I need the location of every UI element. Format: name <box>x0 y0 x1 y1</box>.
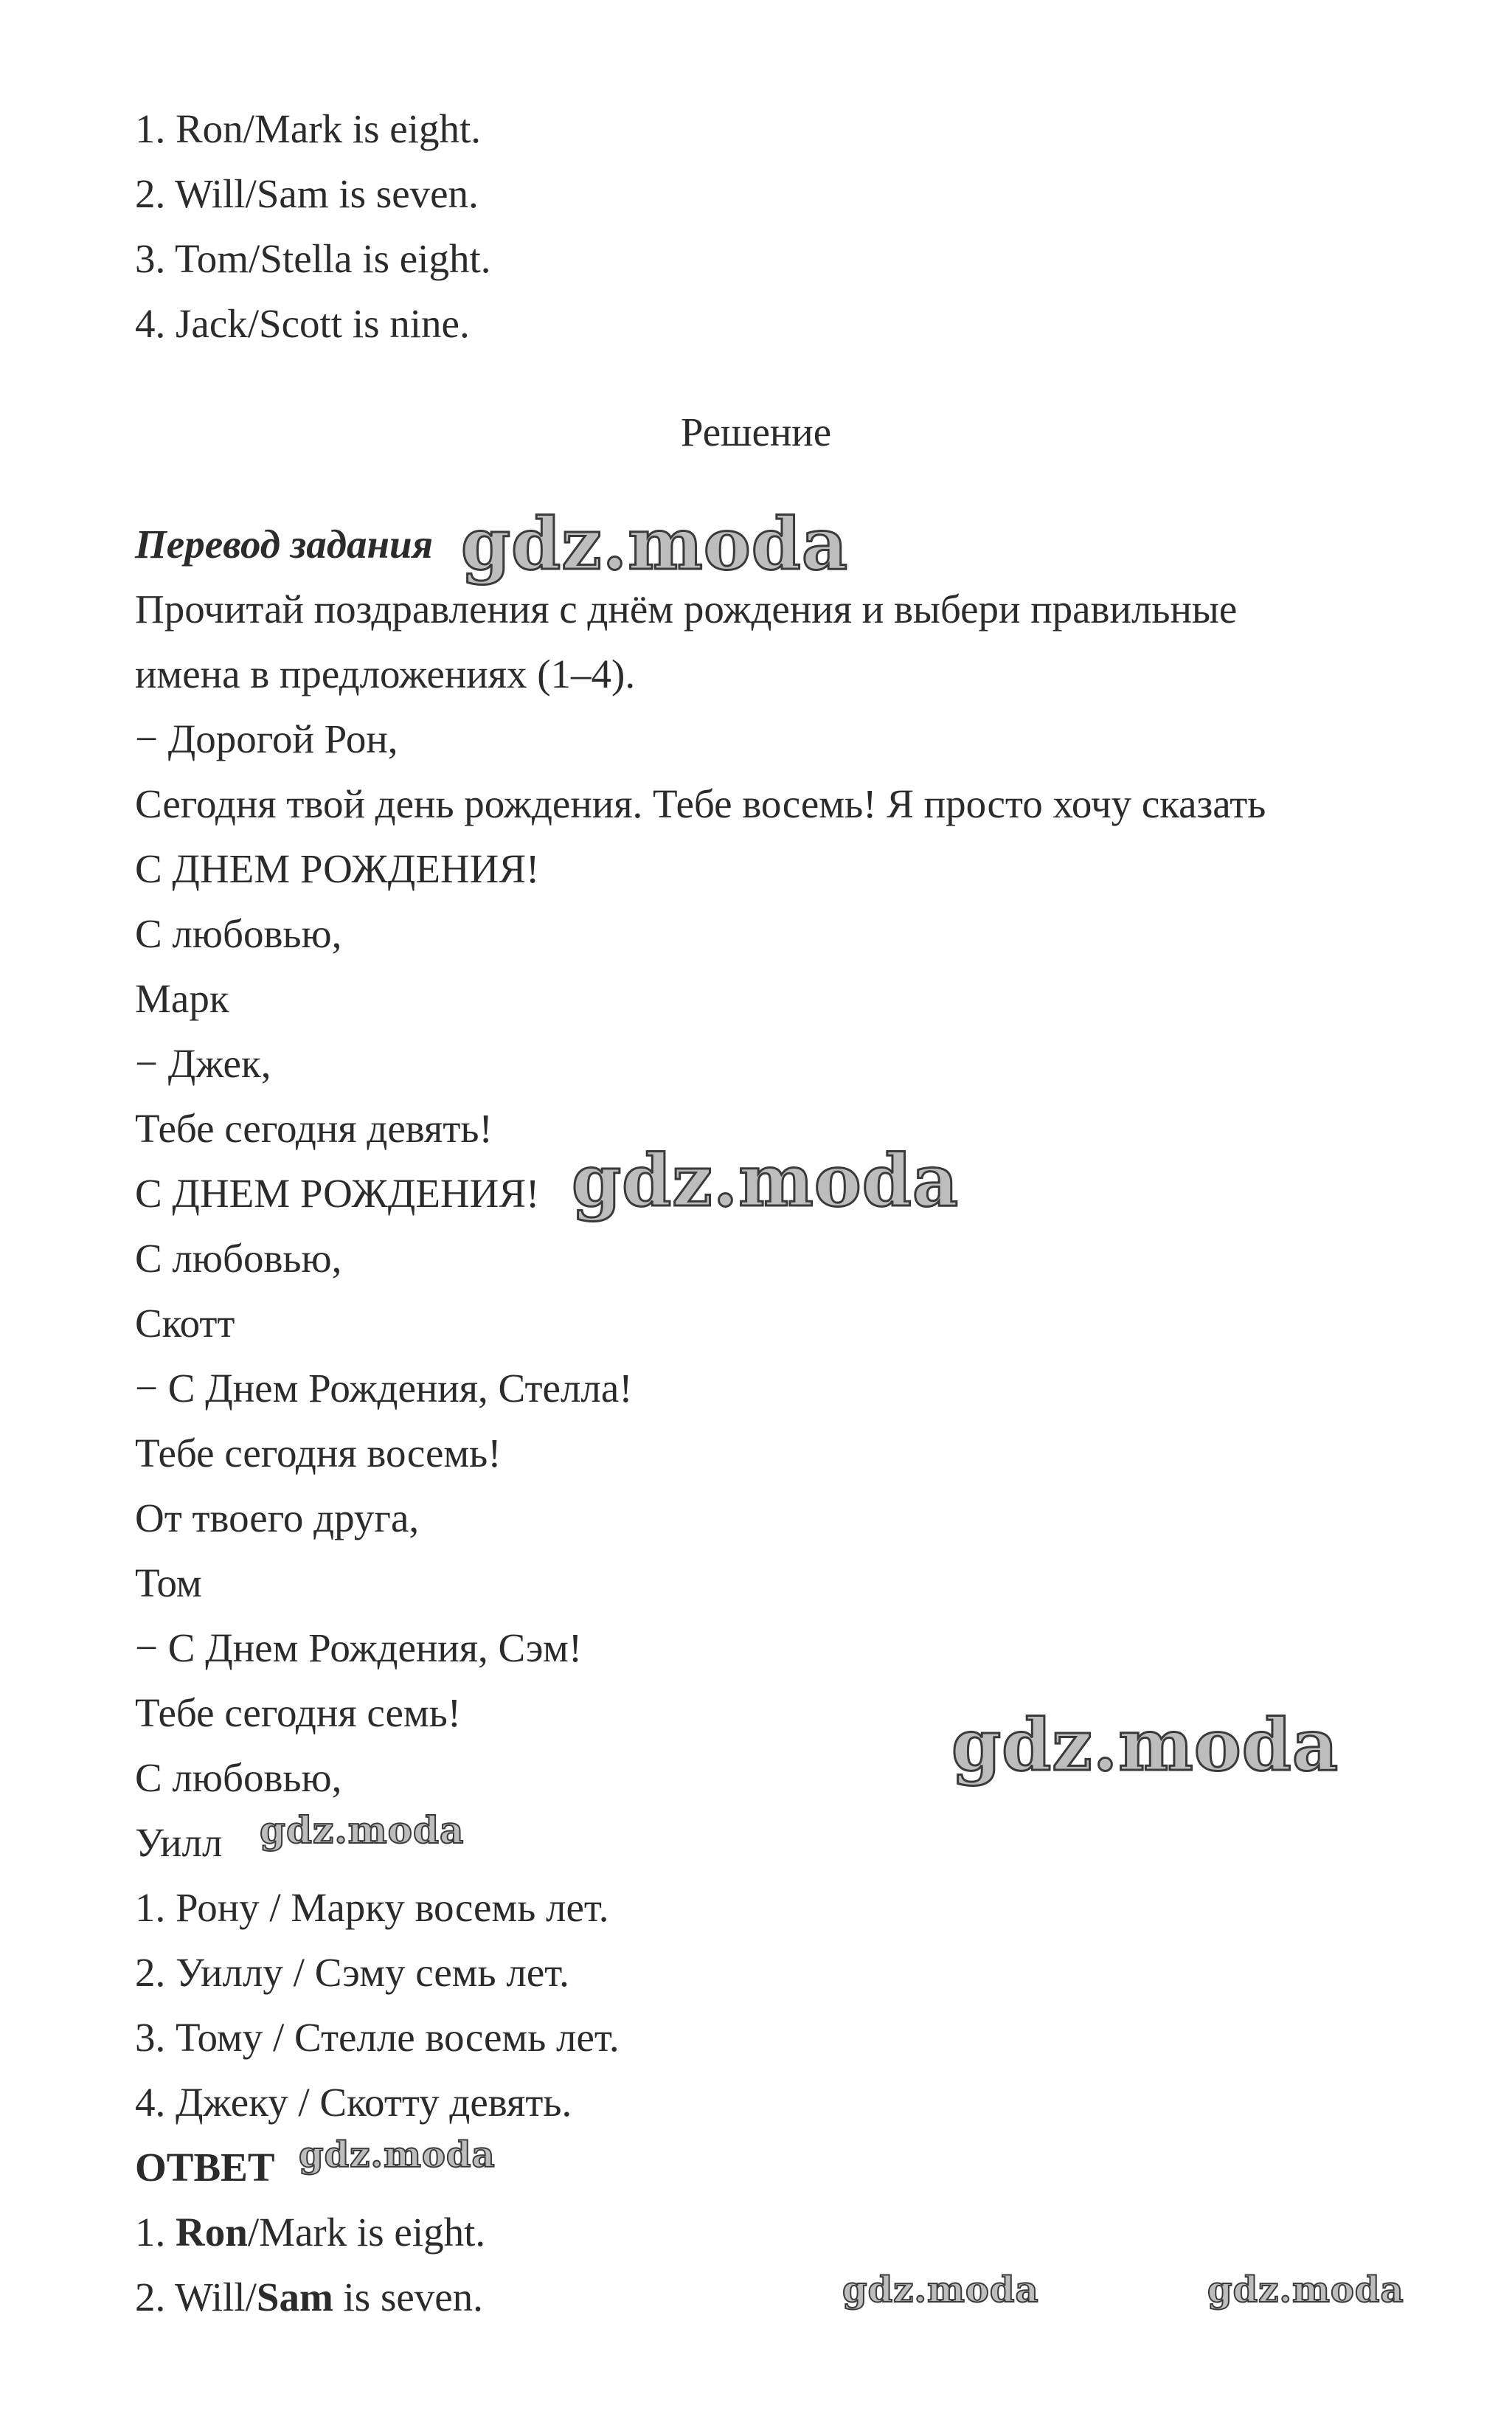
answer-heading: ОТВЕТ <box>135 2145 275 2190</box>
translation-line-13: − С Днем Рождения, Стелла! <box>135 1366 633 1411</box>
translation-line-6: С любовью, <box>135 911 342 956</box>
top-list-item-4: 4. Jack/Scott is nine. <box>135 301 470 346</box>
answer-1-num: 1. <box>135 2210 176 2255</box>
translation-line-24: 4. Джеку / Скотту девять. <box>135 2080 572 2125</box>
watermark-3: gdz.moda <box>951 1703 1339 1787</box>
watermark-1: gdz.moda <box>461 502 849 586</box>
translation-line-1: Прочитай поздравления с днём рождения и выбери правильные <box>135 587 1238 632</box>
translation-line-11: С любовью, <box>135 1236 342 1281</box>
watermark-2: gdz.moda <box>572 1139 960 1222</box>
watermark-6: gdz.moda <box>842 2269 1039 2311</box>
top-list-item-2: 2. Will/Sam is seven. <box>135 171 479 216</box>
watermark-7: gdz.moda <box>1207 2269 1404 2311</box>
translation-line-18: Тебе сегодня семь! <box>135 1690 462 1735</box>
translation-line-3: − Дорогой Рон, <box>135 716 398 761</box>
translation-line-19: С любовью, <box>135 1755 342 1800</box>
solution-heading: Решение <box>680 409 832 454</box>
translation-line-20: Уилл <box>135 1820 223 1865</box>
answer-2-pre: Will/ <box>175 2274 257 2320</box>
translation-line-2: имена в предложениях (1–4). <box>135 651 636 696</box>
watermark-5: gdz.moda <box>299 2134 496 2176</box>
translation-line-16: Том <box>135 1560 202 1605</box>
translation-line-23: 3. Тому / Стелле восемь лет. <box>135 2015 620 2060</box>
translation-line-14: Тебе сегодня восемь! <box>135 1431 502 1476</box>
translation-heading: Перевод задания <box>135 522 433 567</box>
translation-line-5: С ДНЕМ РОЖДЕНИЯ! <box>135 846 540 891</box>
translation-line-12: Скотт <box>135 1301 235 1346</box>
top-list-item-1: 1. Ron/Mark is eight. <box>135 106 482 151</box>
top-list-item-3: 3. Tom/Stella is eight. <box>135 236 491 281</box>
answer-2-rest: is seven. <box>333 2274 483 2320</box>
answer-2-num: 2. <box>135 2274 176 2320</box>
translation-line-15: От твоего друга, <box>135 1495 420 1540</box>
translation-line-17: − С Днем Рождения, Сэм! <box>135 1625 583 1670</box>
translation-line-7: Марк <box>135 976 229 1021</box>
answer-2-bold: Sam <box>256 2274 333 2320</box>
translation-line-10: С ДНЕМ РОЖДЕНИЯ! <box>135 1171 540 1216</box>
answer-2 <box>135 2273 483 2322</box>
translation-line-21: 1. Рону / Марку восемь лет. <box>135 1885 609 1930</box>
translation-line-9: Тебе сегодня девять! <box>135 1106 493 1151</box>
answer-1 <box>135 2208 485 2257</box>
answer-1-bold: Ron <box>176 2210 248 2255</box>
translation-line-8: − Джек, <box>135 1041 271 1086</box>
translation-line-4: Сегодня твой день рождения. Тебе восемь! Я просто хочу сказать <box>135 781 1266 826</box>
translation-line-22: 2. Уиллу / Сэму семь лет. <box>135 1950 569 1995</box>
watermark-4: gdz.moda <box>260 1808 465 1852</box>
answer-1-rest: /Mark is eight. <box>247 2210 486 2255</box>
